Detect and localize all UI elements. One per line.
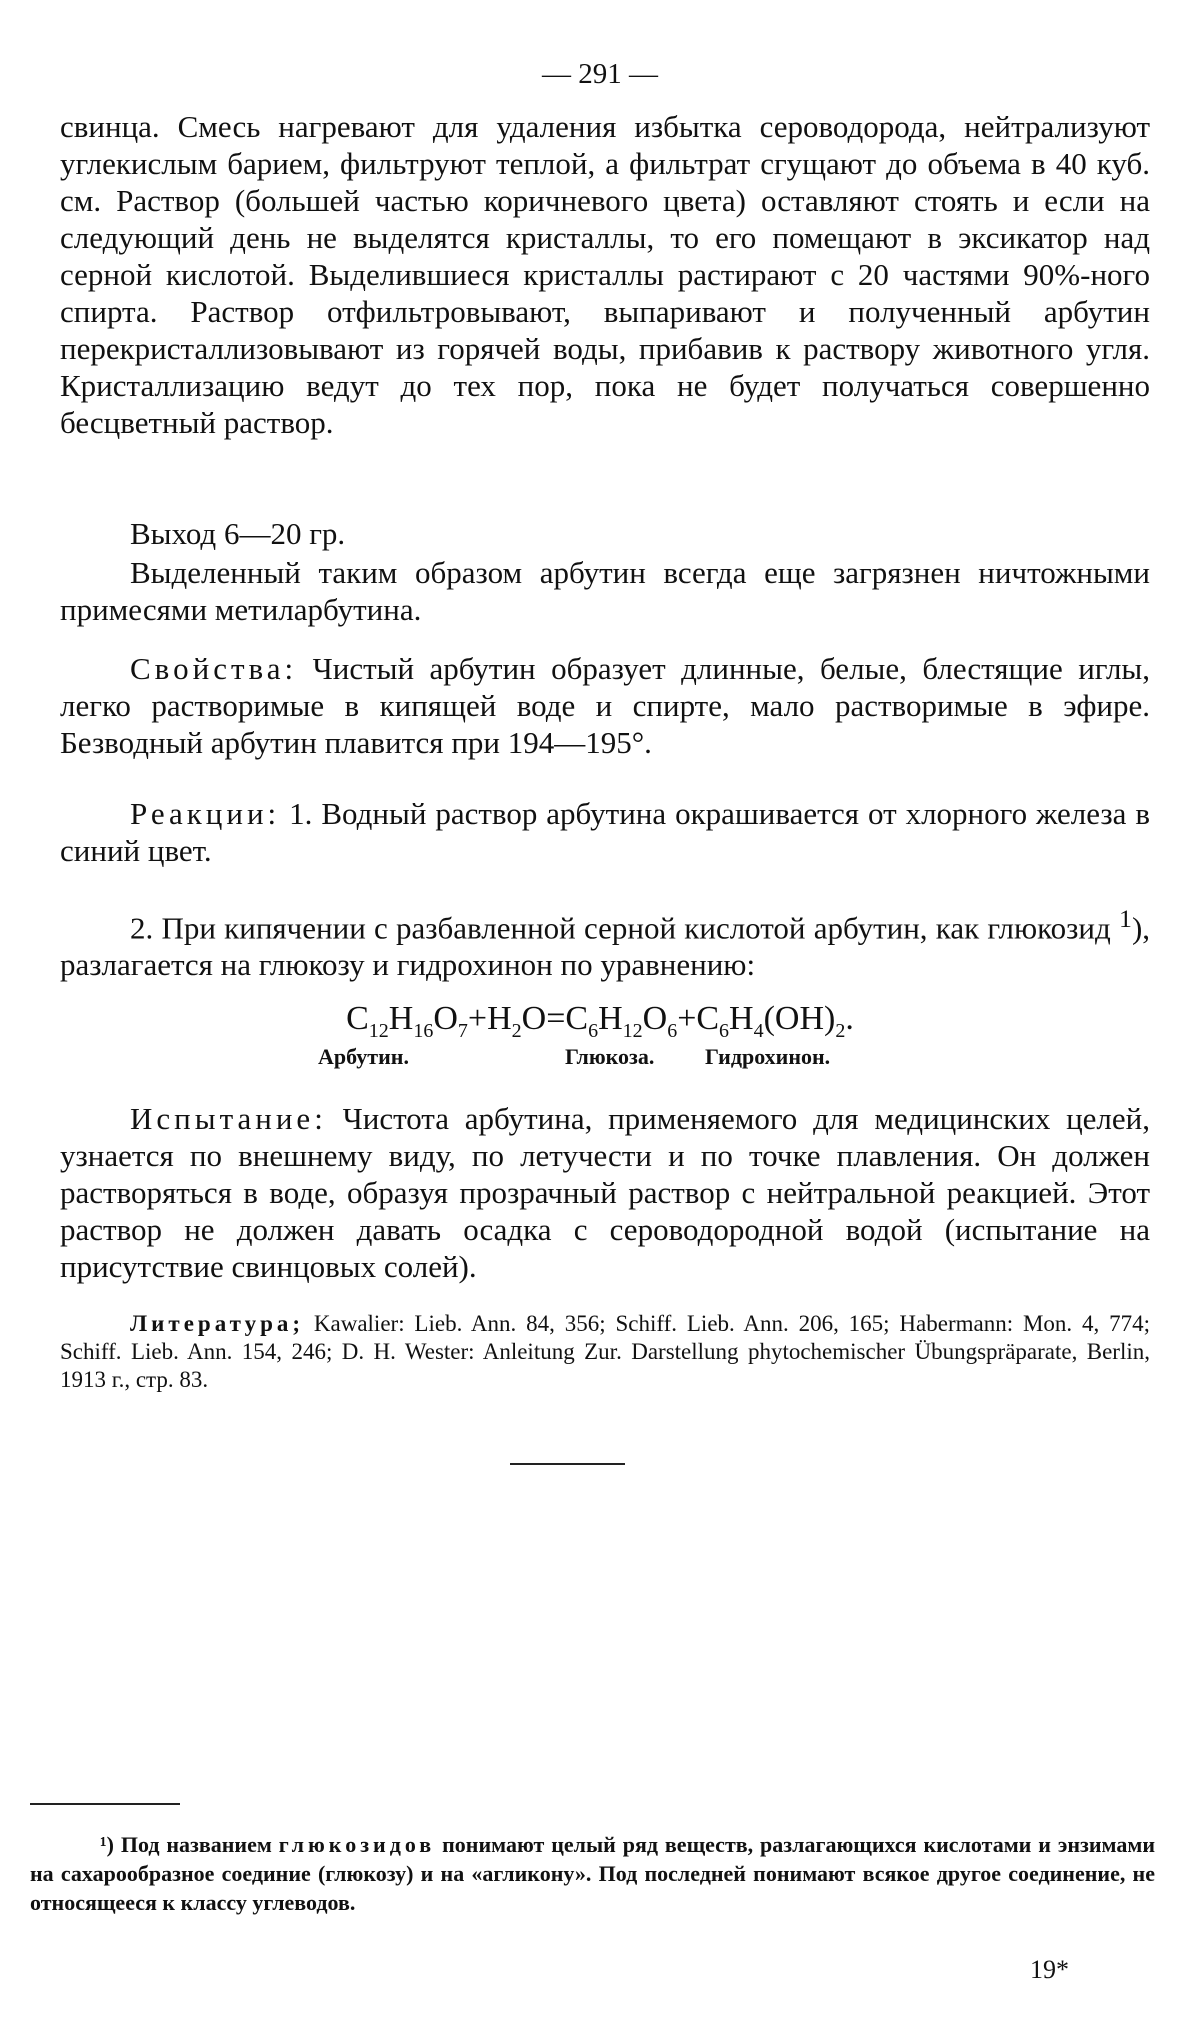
paragraph-testing: [60, 1100, 1150, 1285]
footnote-term: глюкозидов: [278, 1832, 436, 1857]
chemical-equation: $C_{12}H_{16}O_7+H_2O=C_6H_{12}O_6+C_6H_4(OH)_2$.: [346, 1000, 854, 1042]
footnote: [30, 1830, 1155, 1917]
testing-label: Испытание:: [130, 1101, 327, 1136]
label-glucose: Глюкоза.: [565, 1044, 655, 1069]
section-divider: [510, 1463, 625, 1465]
footnote-marker: ¹): [100, 1832, 114, 1857]
paragraph-hydrolysis: [60, 900, 1150, 983]
footnote-text-b: понимают целый ряд веществ, разлагающихся кислотами и энзимами на сахарообразное соединие (глюкозу) и на «агликону». Под последней понимают всякое другое соединение, не относящееся к классу углеводов.: [30, 1832, 1156, 1915]
footnote-reference: 1: [1119, 904, 1132, 933]
properties-text: Чистый арбутин образует длинные, белые, блестящие иглы, легко растворимые в кипящей воде и спирте, мало растворимые в эфире. Безводный арбутин плавится при 194—195°.: [60, 651, 1150, 760]
equation-labels: [0, 1044, 1200, 1074]
label-arbutin: Арбутин.: [318, 1044, 409, 1069]
literature-label: Литература;: [130, 1311, 305, 1336]
hydrolysis-text-b: ), разлагается на глюкозу и гидрохинон по уравнению:: [60, 910, 1151, 983]
paragraph-impurity: Выделенный таким образом арбутин всегда еще загрязнен ничтожными примесями метиларбутина.: [60, 555, 1150, 627]
signature-mark: 19*: [1030, 1955, 1069, 1984]
paragraph-properties: [60, 650, 1150, 761]
paragraph-procedure: свинца. Смесь нагревают для удаления избытка сероводорода, нейтрализуют углекислым барием, фильтруют теплой, а фильтрат сгущают до объема в 40 куб. см. Раствор (большей частью коричневого цвета) оставляют стоять и если на следующий день не выделятся кристаллы, то его помещают в эксикатор над серной кислотой. Выделившиеся кристаллы растирают с 20 частями 90%-ного спирта. Раствор отфильтровывают, выпаривают и полученный арбутин перекристаллизовывают из горячей воды, прибавив к раствору животного угля. Кристаллизацию ведут до тех пор, пока не будет получаться совершенно бесцветный раствор.: [60, 109, 1150, 440]
paragraph-reactions: [60, 795, 1150, 869]
footnote-text-a: Под названием: [120, 1832, 272, 1857]
paragraph-yield: Выход 6—20 гр.: [130, 516, 346, 551]
testing-text: Чистота арбутина, применяемого для медицинских целей, узнается по внешнему виду, по летучести и по точке плавления. Он должен растворяться в воде, образуя прозрачный раствор с нейтральной реакцией. Этот раствор не должен давать осадка с сероводородной водой (испытание на присутствие свинцовых солей).: [60, 1101, 1151, 1284]
reactions-label: Реакции:: [130, 796, 281, 831]
page-number: — 291 —: [542, 58, 658, 90]
literature-references: [60, 1310, 1150, 1394]
label-hydroquinone: Гидрохинон.: [705, 1044, 831, 1069]
hydrolysis-text-a: 2. При кипячении с разбавленной серной кислотой арбутин, как глюкозид: [130, 910, 1111, 946]
literature-text: Kawalier: Lieb. Ann. 84, 356; Schiff. Lieb. Ann. 206, 165; Habermann: Mon. 4, 774; Schiff. Lieb. Ann. 154, 246; D. H. Wester: Anleitung Zur. Darstellung phytochemischer Übungspräparate, Berlin, 1913 г., стр. 83.: [60, 1311, 1150, 1392]
footnote-divider: [30, 1803, 180, 1805]
properties-label: Свойства:: [130, 651, 298, 686]
reactions-text: 1. Водный раствор арбутина окрашивается от хлорного железа в синий цвет.: [60, 796, 1150, 868]
